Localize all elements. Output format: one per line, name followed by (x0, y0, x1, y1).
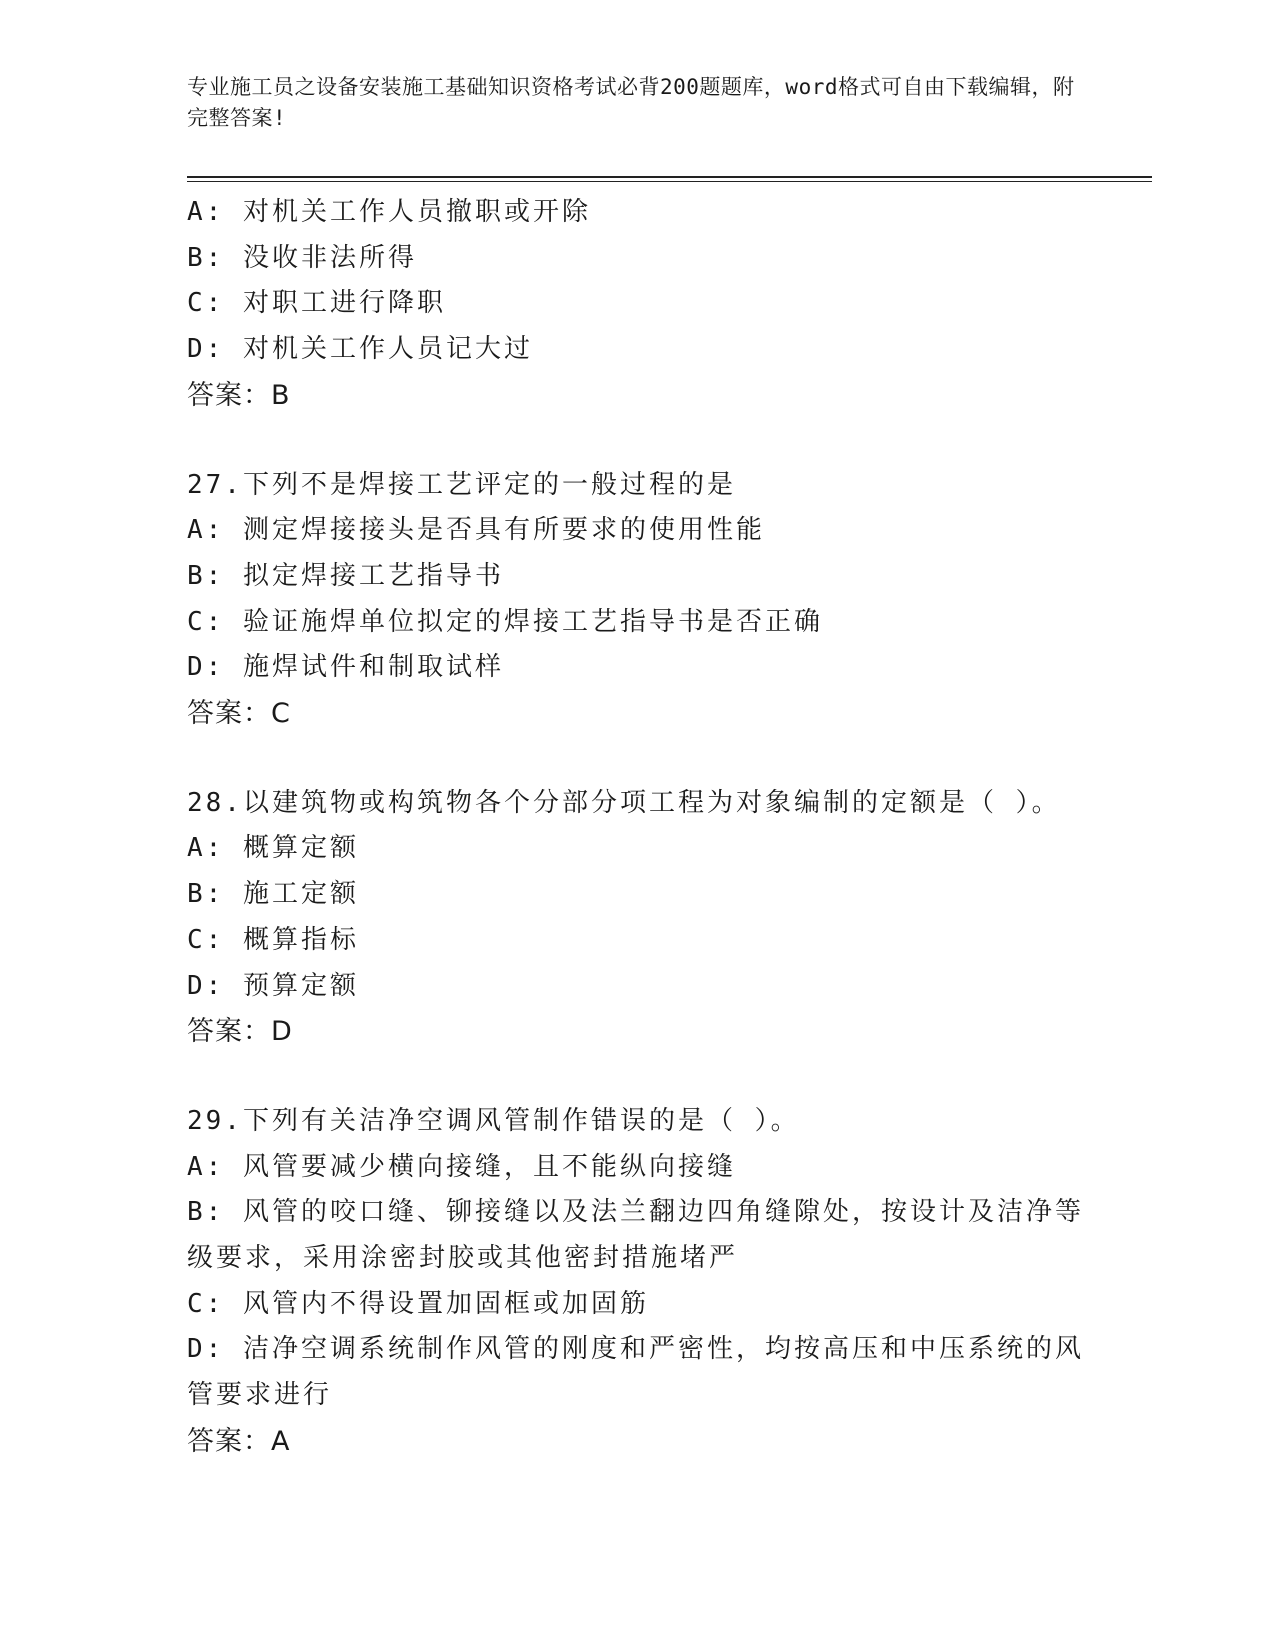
question-text: 27.下列不是焊接工艺评定的一般过程的是 (187, 469, 736, 500)
document-header: 专业施工员之设备安装施工基础知识资格考试必背200题题库，word格式可自由下载编辑，附完整答案! (187, 75, 1075, 130)
option-a: A: 测定焊接接头是否具有所要求的使用性能 (187, 515, 765, 546)
option-b: B: 施工定额 (187, 879, 359, 910)
question-list (187, 190, 1087, 1465)
option-b: B: 风管的咬口缝、铆接缝以及法兰翻边四角缝隙处，按设计及洁净等级要求，采用涂密封胶或其他密封措施堵严 (187, 1197, 1084, 1274)
question-28 (187, 781, 1087, 1055)
question-27 (187, 463, 1087, 737)
option-c: C: 对职工进行降职 (187, 288, 446, 319)
option-c: C: 概算指标 (187, 924, 359, 955)
header-divider-thick (187, 176, 1152, 178)
question-29 (187, 1099, 1087, 1465)
answer: 答案：A (187, 1425, 291, 1457)
option-b: B: 拟定焊接工艺指导书 (187, 560, 504, 591)
question-text: 29.下列有关洁净空调风管制作错误的是（ ）。 (187, 1105, 800, 1136)
option-c: C: 验证施焊单位拟定的焊接工艺指导书是否正确 (187, 606, 823, 637)
question-26-options (187, 190, 1087, 419)
option-d: D: 对机关工作人员记大过 (187, 334, 533, 365)
option-c: C: 风管内不得设置加固框或加固筋 (187, 1288, 649, 1319)
option-a: A: 对机关工作人员撤职或开除 (187, 197, 591, 227)
option-d: D: 预算定额 (187, 970, 359, 1001)
answer: 答案：B (187, 379, 291, 411)
option-d: D: 洁净空调系统制作风管的刚度和严密性，均按高压和中压系统的风管要求进行 (187, 1334, 1084, 1411)
option-a: A: 概算定额 (187, 833, 359, 864)
option-d: D: 施焊试件和制取试样 (187, 652, 504, 683)
answer: 答案：D (187, 1016, 293, 1048)
answer: 答案：C (187, 698, 291, 730)
option-a: A: 风管要减少横向接缝，且不能纵向接缝 (187, 1151, 736, 1182)
question-text: 28.以建筑物或构筑物各个分部分项工程为对象编制的定额是（ ）。 (187, 787, 1061, 818)
option-b: B: 没收非法所得 (187, 242, 417, 273)
header-divider-thin (187, 181, 1152, 182)
